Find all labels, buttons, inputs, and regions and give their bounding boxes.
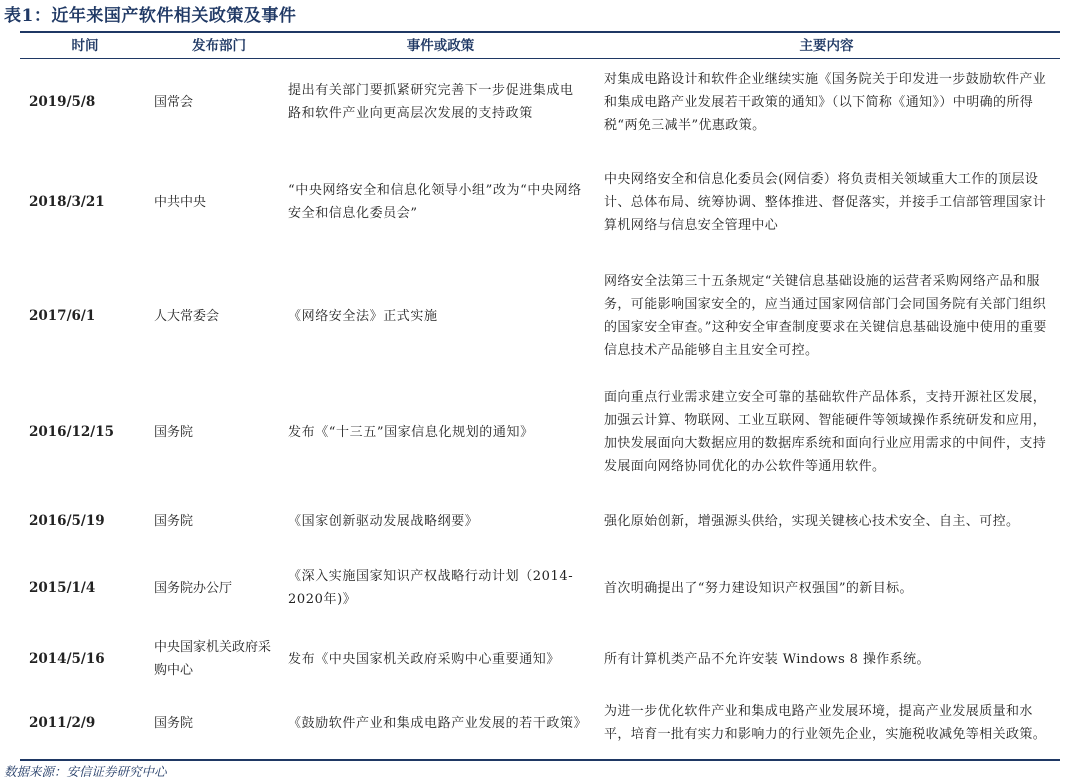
- table-row: [20, 166, 1060, 238]
- row-date: 2014/5/16: [29, 650, 105, 667]
- table-row: [20, 64, 1060, 140]
- table-header: [20, 34, 1060, 58]
- row-department: 国务院办公厅: [154, 580, 233, 596]
- table-top-rule: [20, 31, 1060, 33]
- table-row: [20, 258, 1060, 374]
- row-content: 强化原始创新，增强源头供给，实现关键核心技术安全、自主、可控。: [604, 513, 1020, 529]
- row-event: 《国家创新驱动发展战略纲要》: [288, 513, 479, 529]
- row-date: 2016/12/15: [29, 423, 115, 440]
- row-department: 人大常委会: [154, 308, 220, 324]
- row-content: 为进一步优化软件产业和集成电路产业发展环境，提高产业发展质量和水平，培育一批有实力和影响力的行业领先企业，实施税收减免等相关政策。: [604, 704, 1047, 742]
- row-date: 2017/6/1: [29, 307, 96, 324]
- row-date: 2011/2/9: [29, 714, 96, 731]
- data-source-note: 数据来源：安信证券研究中心: [4, 764, 167, 779]
- table-row: [20, 563, 1060, 613]
- row-event: 《鼓励软件产业和集成电路产业发展的若干政策》: [288, 715, 588, 731]
- row-content: 对集成电路设计和软件企业继续实施《国务院关于印发进一步鼓励软件产业和集成电路产业发展若干政策的通知》（以下简称《通知》）中明确的所得税“两免三减半”优惠政策。: [604, 71, 1047, 133]
- row-department: 中央国家机关政府采购中心: [154, 640, 272, 678]
- row-event: “中央网络安全和信息化领导小组”改为“中央网络安全和信息化委员会”: [288, 183, 582, 221]
- row-department: 国务院: [154, 715, 194, 731]
- row-department: 国务院: [154, 424, 194, 440]
- table-bottom-rule: [20, 759, 1060, 761]
- table-header-rule: [20, 58, 1060, 59]
- row-date: 2018/3/21: [29, 193, 105, 210]
- table-row: [20, 687, 1060, 759]
- row-department: 中共中央: [154, 194, 207, 210]
- row-content: 首次明确提出了“努力建设知识产权强国”的新目标。: [604, 580, 913, 596]
- row-date: 2015/1/4: [29, 579, 96, 596]
- row-content: 中央网络安全和信息化委员会(网信委）将负责相关领域重大工作的顶层设计、总体布局、统筹协调、整体推进、督促落实，并接手工信部管理国家计算机网络与信息安全管理中心: [604, 171, 1047, 233]
- row-content: 所有计算机类产品不允许安装 Windows 8 操作系统。: [604, 651, 930, 667]
- table-title: 表1：近年来国产软件相关政策及事件: [4, 6, 297, 26]
- table-row: [20, 374, 1060, 490]
- header-department: 发布部门: [192, 38, 246, 54]
- row-event: 《网络安全法》正式实施: [288, 308, 438, 324]
- row-event: 《深入实施国家知识产权战略行动计划（2014-2020年)》: [288, 569, 574, 607]
- row-event: 发布《中央国家机关政府采购中心重要通知》: [288, 651, 561, 667]
- header-time: 时间: [71, 38, 99, 54]
- table-row: [20, 496, 1060, 546]
- row-date: 2016/5/19: [29, 512, 105, 529]
- row-content: 网络安全法第三十五条规定“关键信息基础设施的运营者采购网络产品和服务，可能影响国家安全的，应当通过国家网信部门会同国务院有关部门组织的国家安全审查。”这种安全审查制度要求在关键信息基础设施中使用的重要信息技术产品能够自主且安全可控。: [604, 274, 1047, 358]
- header-content: 主要内容: [799, 38, 854, 54]
- table-row: [20, 634, 1060, 684]
- header-event: 事件或政策: [406, 38, 475, 54]
- row-department: 国常会: [154, 94, 194, 110]
- row-department: 国务院: [154, 513, 194, 529]
- row-event: 提出有关部门要抓紧研究完善下一步促进集成电路和软件产业向更高层次发展的支持政策: [288, 83, 574, 121]
- row-event: 发布《“十三五”国家信息化规划的通知》: [288, 424, 534, 440]
- row-content: 面向重点行业需求建立安全可靠的基础软件产品体系，支持开源社区发展，加强云计算、物联网、工业互联网、智能硬件等领域操作系统研发和应用，加快发展面向大数据应用的数据库系统和面向行业应用需求的中间件，支持发展面向网络协同优化的办公软件等通用软件。: [604, 390, 1047, 474]
- row-date: 2019/5/8: [29, 93, 96, 110]
